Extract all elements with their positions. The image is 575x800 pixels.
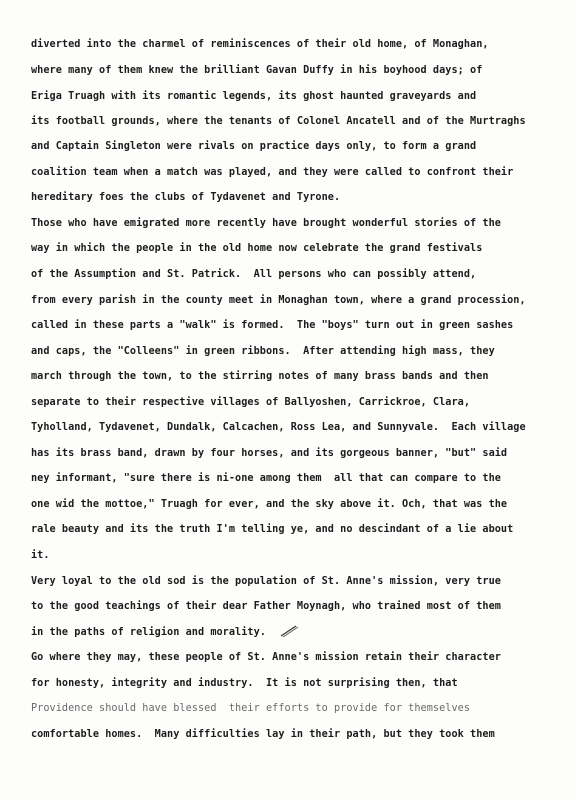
text-line-3: Eriga Truagh with its romantic legends, its ghost haunted graveyards and	[31, 91, 477, 102]
text-line-23: to the good teachings of their dear Father Moynagh, who trained most of them	[31, 601, 501, 612]
text-line-16: Tyholland, Tydavenet, Dundalk, Calcachen, Ross Lea, and Sunnyvale. Each village	[31, 422, 526, 433]
text-line-2: where many of them knew the brilliant Gavan Duffy in his boyhood days; of	[31, 65, 483, 76]
text-line-18: ney informant, "sure there is ni-one among them all that can compare to the	[31, 473, 501, 484]
text-line-5: and Captain Singleton were rivals on practice days only, to form a grand	[31, 141, 477, 152]
pen-slash-mark-icon	[279, 624, 299, 638]
text-line-19: one wid the mottoe," Truagh for ever, and the sky above it. Och, that was the	[31, 499, 508, 510]
text-line-15: separate to their respective villages of Ballyoshen, Carrickroe, Clara,	[31, 397, 471, 408]
text-line-7: hereditary foes the clubs of Tydavenet and Tyrone.	[31, 192, 341, 203]
text-line-11: from every parish in the county meet in Monaghan town, where a grand procession,	[31, 295, 526, 306]
text-line-8: Those who have emigrated more recently have brought wonderful stories of the	[31, 218, 501, 229]
text-line-20: rale beauty and its the truth I'm telling ye, and no descindant of a lie about	[31, 524, 514, 535]
text-line-14: march through the town, to the stirring notes of many brass bands and then	[31, 371, 489, 382]
text-line-12: called in these parts a "walk" is formed. The "boys" turn out in green sashes	[31, 320, 514, 331]
text-line-4: its football grounds, where the tenants of Colonel Ancatell and of the Murtraghs	[31, 116, 526, 127]
text-line-13: and caps, the "Colleens" in green ribbons. After attending high mass, they	[31, 346, 495, 357]
text-line-1: diverted into the charmel of reminiscences of their old home, of Monaghan,	[31, 39, 489, 50]
text-line-22: Very loyal to the old sod is the population of St. Anne's mission, very true	[31, 576, 501, 587]
text-line-6: coalition team when a match was played, and they were called to confront their	[31, 167, 514, 178]
text-line-9: way in which the people in the old home now celebrate the grand festivals	[31, 243, 483, 254]
text-line-27: Providence should have blessed their efforts to provide for themselves	[31, 703, 471, 714]
text-line-25: Go where they may, these people of St. Anne's mission retain their character	[31, 652, 501, 663]
text-line-10: of the Assumption and St. Patrick. All persons who can possibly attend,	[31, 269, 477, 280]
text-line-28: comfortable homes. Many difficulties lay in their path, but they took them	[31, 729, 495, 740]
text-line-26: for honesty, integrity and industry. It is not surprising then, that	[31, 678, 458, 689]
text-line-24: in the paths of religion and morality.	[31, 627, 266, 638]
text-line-17: has its brass band, drawn by four horses, and its gorgeous banner, "but" said	[31, 448, 508, 459]
text-line-21: it.	[31, 550, 50, 561]
